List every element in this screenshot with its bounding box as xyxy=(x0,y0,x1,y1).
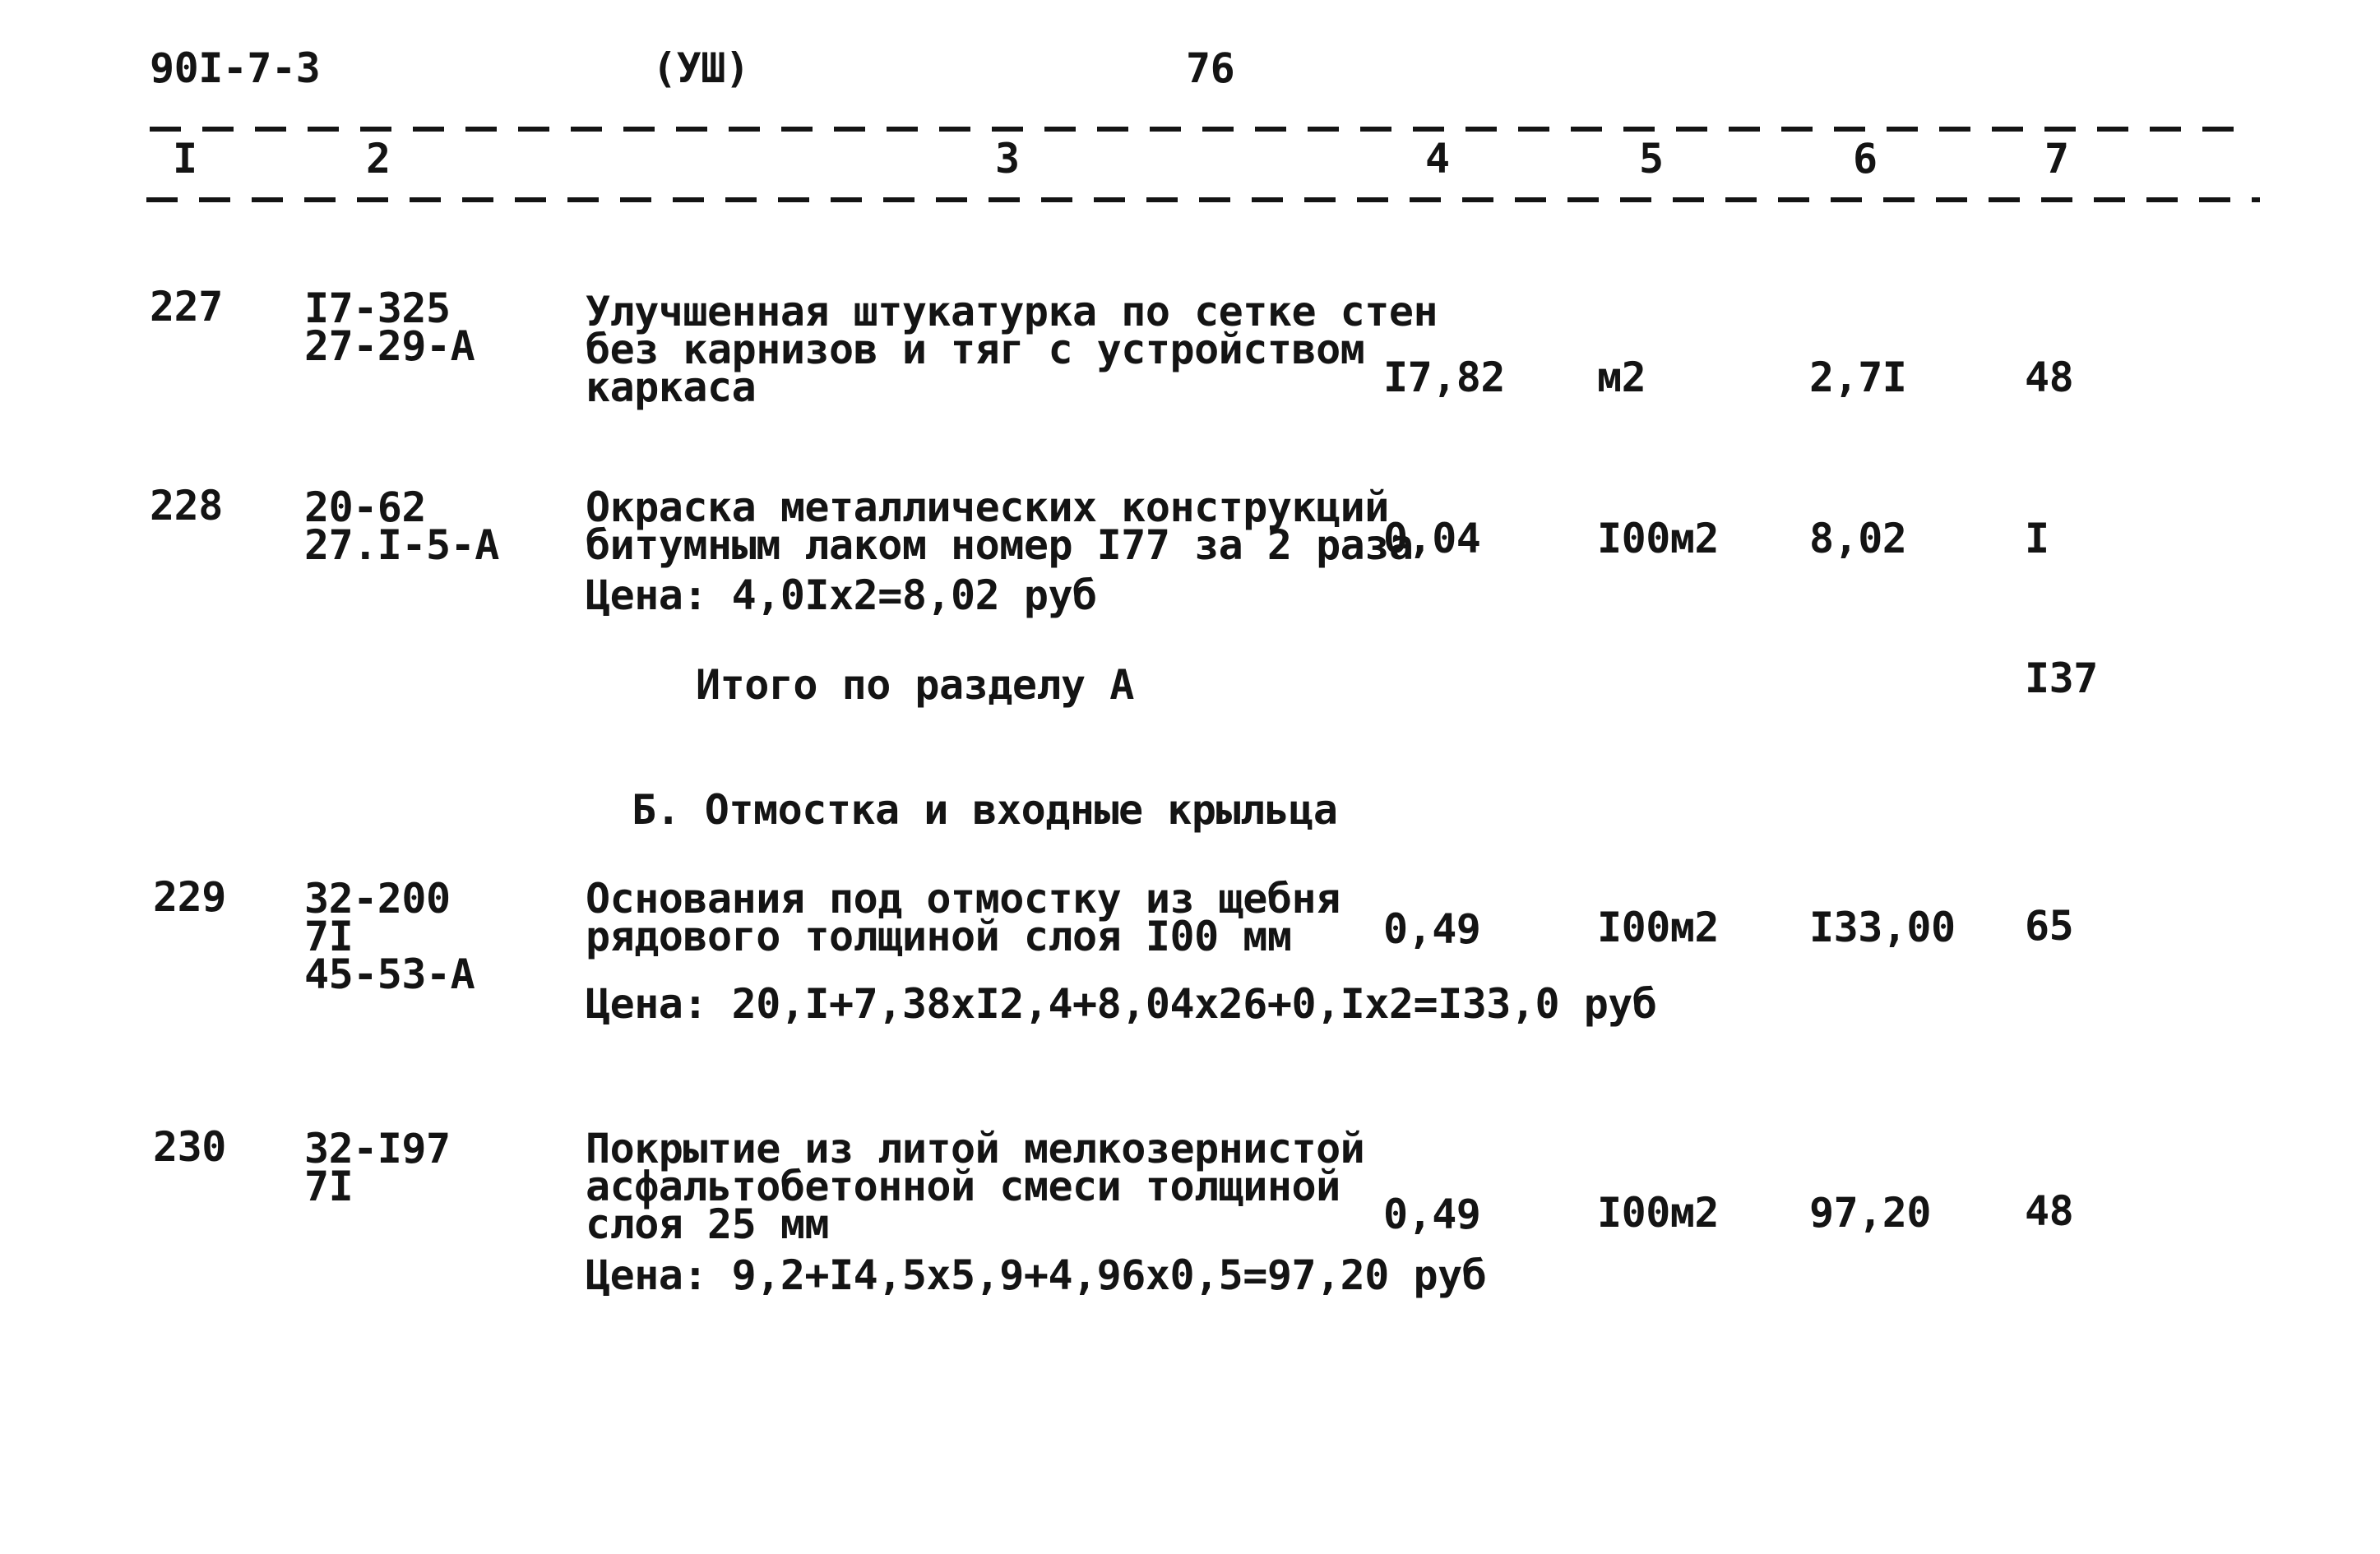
row-price-note: Цена: 9,2+I4,5х5,9+4,96х0,5=97,20 руб xyxy=(586,1251,1487,1299)
row-number: 227 xyxy=(150,283,223,331)
row-price-note: Цена: 20,I+7,38хI2,4+8,04х26+0,Iх2=I33,0 руб xyxy=(586,980,1657,1028)
section-label: (УШ) xyxy=(652,44,750,92)
row-unit-price: 97,20 xyxy=(1809,1189,1932,1237)
column-header-1: I xyxy=(173,135,197,183)
header-bottom-rule xyxy=(146,197,2260,202)
row-price-note: Цена: 4,0Iх2=8,02 руб xyxy=(586,571,1097,619)
row-total: 65 xyxy=(2025,902,2074,950)
row-total: 48 xyxy=(2025,1187,2074,1235)
row-unit: м2 xyxy=(1597,354,1646,401)
subtotal-label: Итого по разделу А xyxy=(696,661,1134,709)
row-description: Покрытие из литой мелкозернистой асфальтобетонной смеси толщиной слоя 25 мм xyxy=(586,1125,1365,1248)
row-unit-price: I33,00 xyxy=(1809,904,1956,951)
row-description: Улучшенная штукатурка по сетке стен без карнизов и тяг с устройством каркаса xyxy=(586,288,1438,411)
column-header-7: 7 xyxy=(2044,135,2069,183)
row-codes: 20-62 27.I-5-А xyxy=(304,483,499,569)
subtotal-value: I37 xyxy=(2025,654,2098,702)
row-description: Основания под отмостку из щебня рядового толщиной слоя I00 мм xyxy=(586,875,1340,960)
row-number: 228 xyxy=(150,482,223,530)
row-unit-price: 2,7I xyxy=(1809,354,1907,401)
column-header-4: 4 xyxy=(1425,135,1450,183)
row-number: 230 xyxy=(153,1123,226,1171)
row-codes: 32-200 7I 45-53-А xyxy=(304,875,475,998)
row-description: Окраска металлических конструкций битумным лаком номер I77 за 2 раза xyxy=(586,483,1414,569)
row-quantity: I7,82 xyxy=(1383,354,1506,401)
header-top-rule xyxy=(150,127,2239,132)
section-b-heading: Б. Отмостка и входные крыльца xyxy=(632,786,1338,834)
row-unit: I00м2 xyxy=(1597,515,1720,562)
row-number: 229 xyxy=(153,873,226,921)
page-number: 76 xyxy=(1186,44,1235,92)
column-header-6: 6 xyxy=(1853,135,1878,183)
row-unit-price: 8,02 xyxy=(1809,515,1907,562)
doc-code: 90I-7-3 xyxy=(150,44,321,92)
row-unit: I00м2 xyxy=(1597,904,1720,951)
row-codes: 32-I97 7I xyxy=(304,1125,451,1210)
column-header-3: 3 xyxy=(995,135,1020,183)
row-total: I xyxy=(2025,515,2049,562)
column-header-5: 5 xyxy=(1639,135,1664,183)
row-quantity: 0,49 xyxy=(1383,1191,1481,1238)
row-quantity: 0,04 xyxy=(1383,515,1481,562)
row-quantity: 0,49 xyxy=(1383,905,1481,953)
row-total: 48 xyxy=(2025,354,2074,401)
column-header-2: 2 xyxy=(366,135,391,183)
row-unit: I00м2 xyxy=(1597,1189,1720,1237)
row-codes: I7-325 27-29-А xyxy=(304,284,475,370)
